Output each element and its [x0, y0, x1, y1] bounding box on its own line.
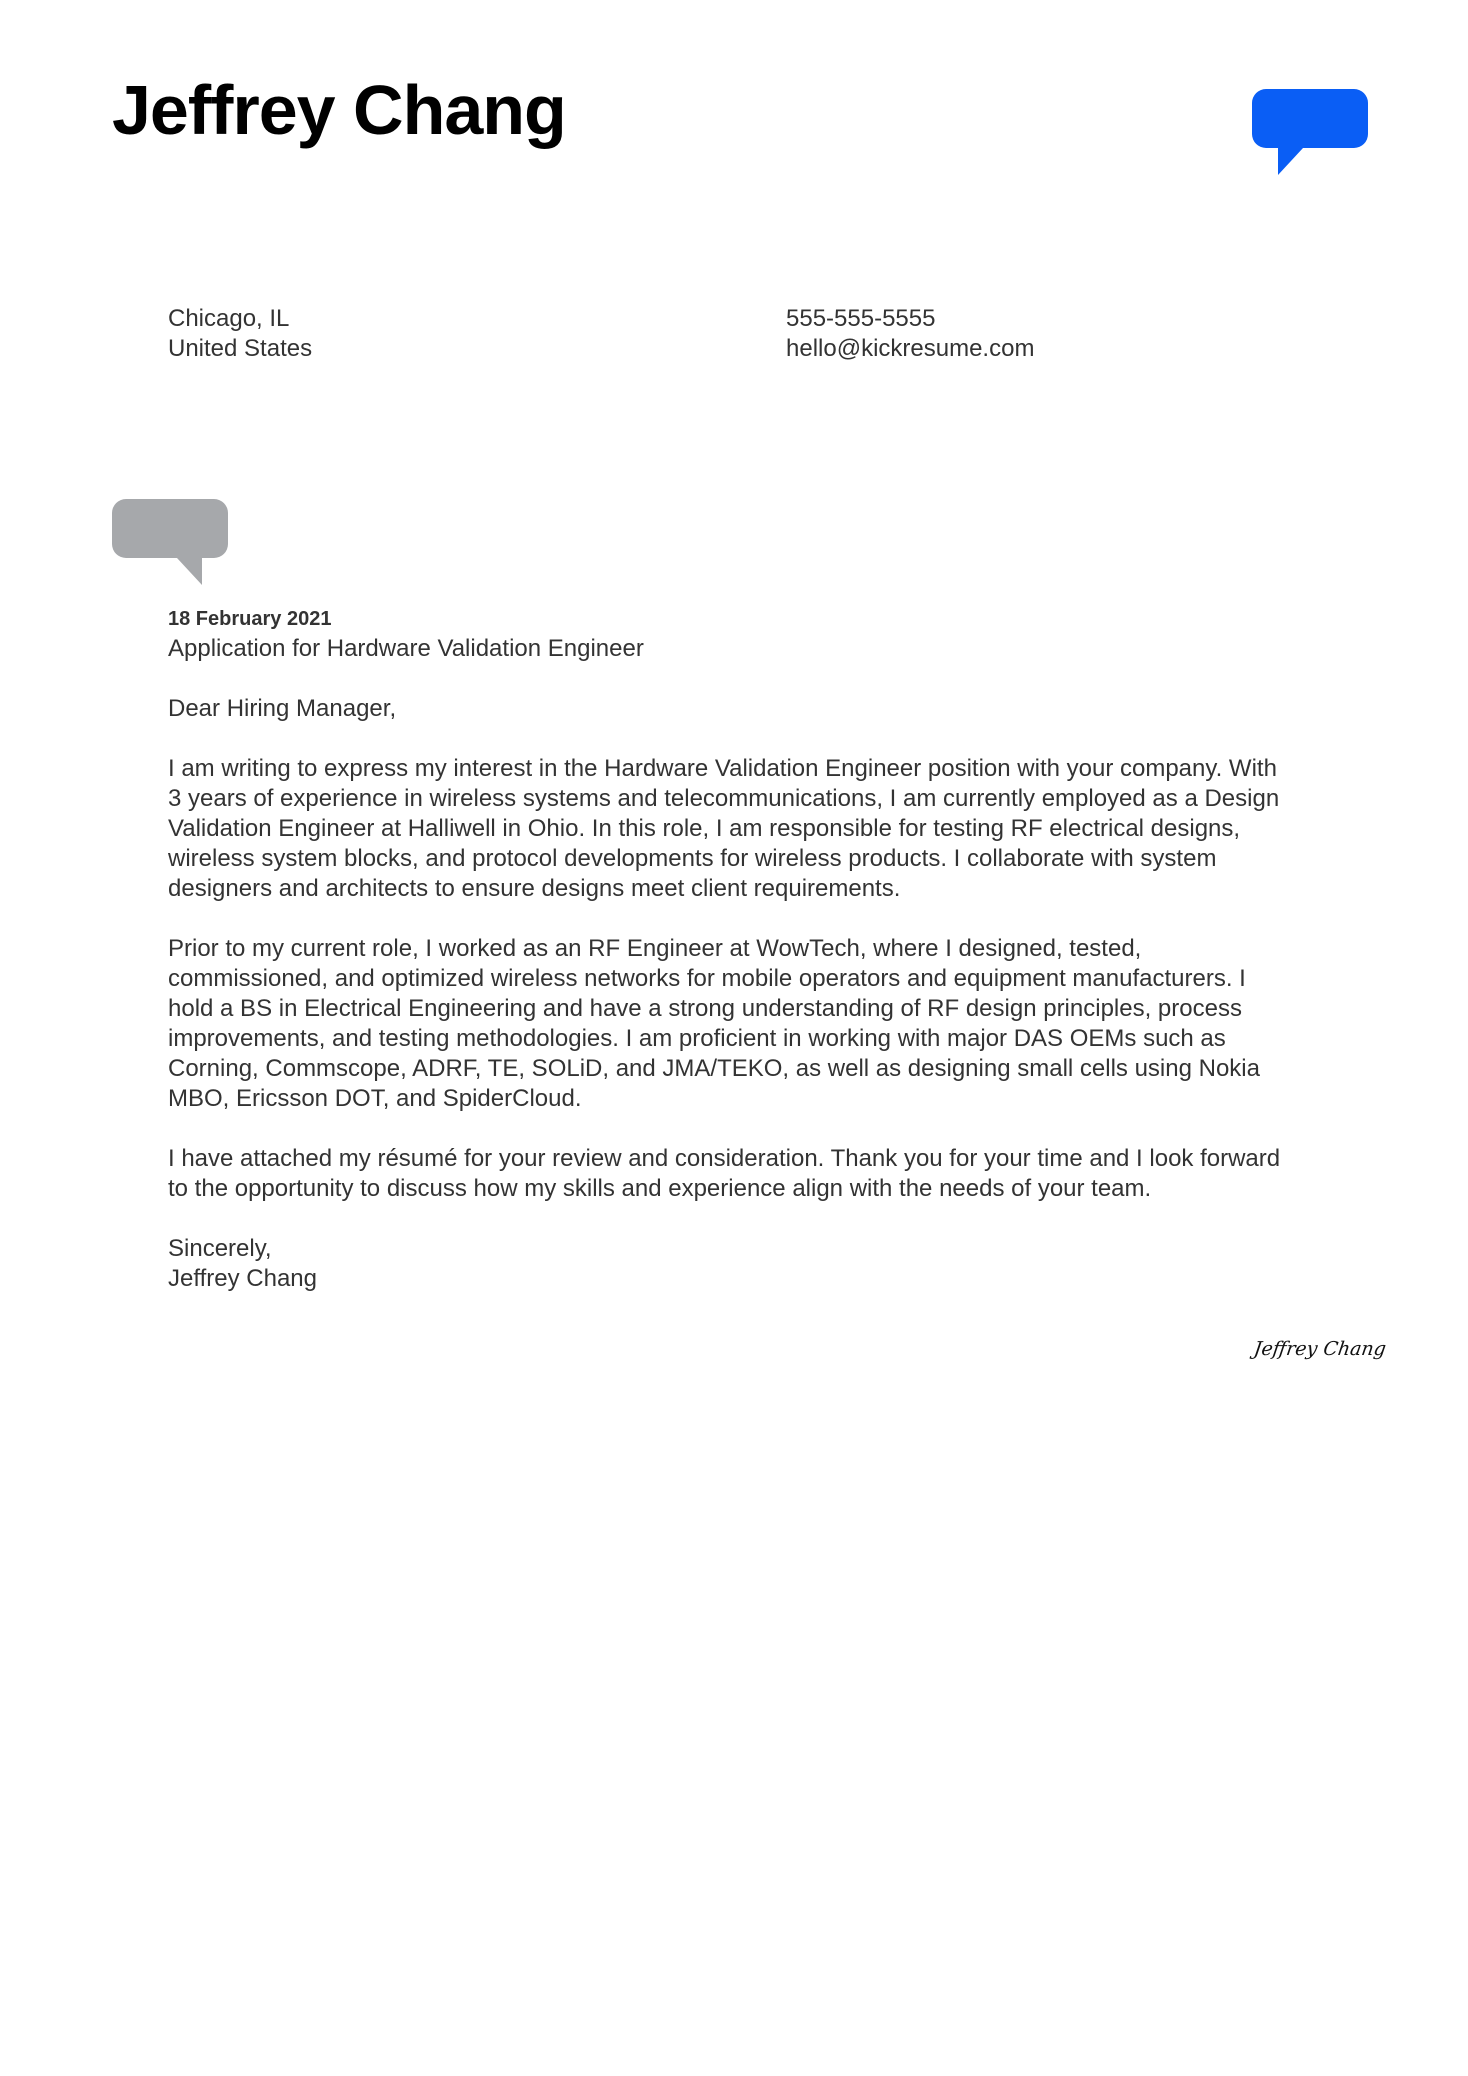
phone-number: 555-555-5555 [786, 305, 936, 332]
applicant-name: Jeffrey Chang [112, 71, 566, 149]
paragraph-line: improvements, and testing methodologies. I am proficient in working with major DAS OEMs such as [168, 1025, 1226, 1052]
speech-bubble-icon [1252, 89, 1368, 175]
address-block [168, 304, 312, 364]
email-address: hello@kickresume.com [786, 335, 1035, 362]
paragraph [168, 1144, 1378, 1204]
address-city: Chicago, IL [168, 305, 290, 332]
paragraph-line: Prior to my current role, I worked as an RF Engineer at WowTech, where I designed, tested, [168, 935, 1142, 962]
paragraphs [168, 754, 1378, 1204]
closing [168, 1234, 1378, 1294]
paragraph-line: hold a BS in Electrical Engineering and have a strong understanding of RF design principles, process [168, 995, 1242, 1022]
speech-bubble-icon-gray [112, 499, 228, 585]
address-country: United States [168, 335, 313, 362]
paragraph-line: Corning, Commscope, ADRF, TE, SOLiD, and JMA/TEKO, as well as designing small cells using Nokia [168, 1055, 1260, 1082]
signoff-name: Jeffrey Chang [168, 1265, 317, 1292]
paragraph-line: commissioned, and optimized wireless networks for mobile operators and equipment manufacturers. I [168, 965, 1246, 992]
paragraph [168, 934, 1378, 1114]
paragraph-line: designers and architects to ensure designs meet client requirements. [168, 875, 901, 902]
paragraph-line: I am writing to express my interest in the Hardware Validation Engineer position with your company. With [168, 755, 1277, 782]
letter-subject: Application for Hardware Validation Engineer [168, 635, 644, 662]
paragraph-line: Validation Engineer at Halliwell in Ohio. In this role, I am responsible for testing RF electrical designs, [168, 815, 1241, 842]
paragraph-line: wireless system blocks, and protocol developments for wireless products. I collaborate with system [168, 845, 1217, 872]
paragraph [168, 754, 1378, 904]
paragraph-line: 3 years of experience in wireless systems and telecommunications, I am currently employed as a Design [168, 785, 1280, 812]
closing-phrase: Sincerely, [168, 1235, 272, 1262]
contact-block [786, 304, 1034, 364]
salutation: Dear Hiring Manager, [168, 695, 397, 722]
paragraph-line: MBO, Ericsson DOT, and SpiderCloud. [168, 1085, 582, 1112]
letter-date: 18 February 2021 [168, 608, 332, 630]
letter-body [168, 604, 1378, 1294]
paragraph-line: to the opportunity to discuss how my skills and experience align with the needs of your team. [168, 1175, 1152, 1202]
paragraph-line: I have attached my résumé for your review and consideration. Thank you for your time and I look forward [168, 1145, 1281, 1172]
signature: Jeffrey Chang [1252, 1338, 1388, 1360]
